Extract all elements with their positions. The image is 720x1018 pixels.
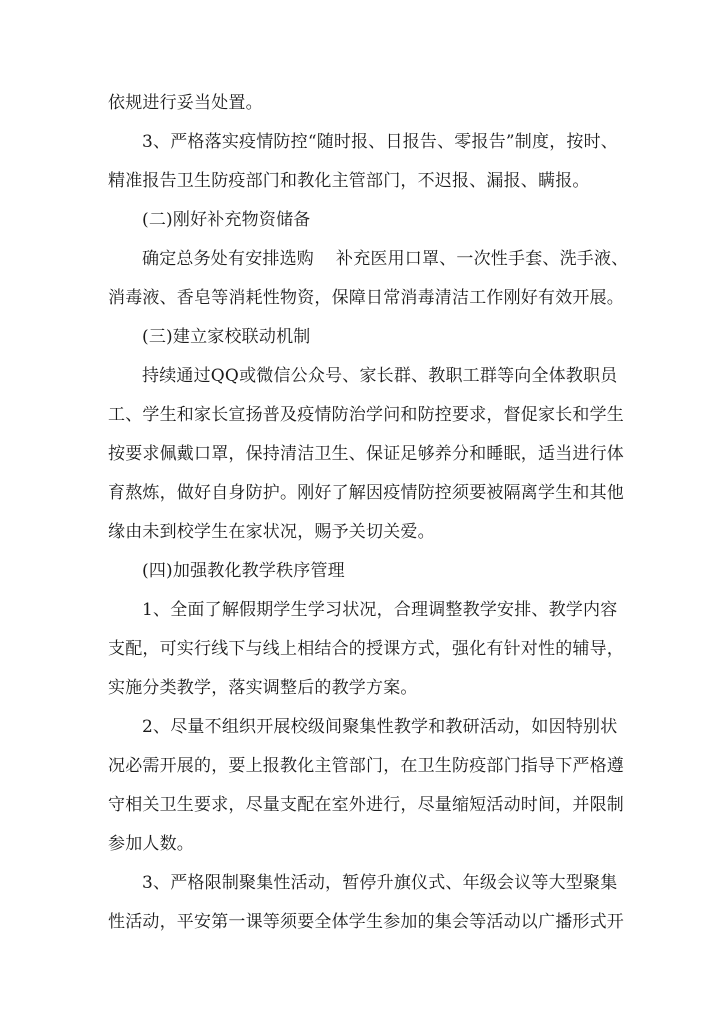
paragraph-line: 3、严格限制聚集性活动，暂停升旗仪式、年级会议等大型聚集 — [142, 873, 618, 893]
paragraph-line: 精准报告卫生防疫部门和教化主管部门，不迟报、漏报、瞒报。 — [108, 171, 590, 191]
paragraph-line: 守相关卫生要求，尽量支配在室外进行，尽量缩短活动时间，并限制 — [108, 795, 624, 815]
paragraph-line: 支配，可实行线下与线上相结合的授课方式，强化有针对性的辅导， — [108, 639, 624, 659]
paragraph-line: 缘由未到校学生在家状况，赐予关切关爱。 — [108, 522, 435, 542]
paragraph-line: 实施分类教学，落实调整后的教学方案。 — [108, 678, 418, 698]
section-heading: (四)加强教化教学秩序管理 — [142, 561, 345, 581]
paragraph-line: 按要求佩戴口罩，保持清洁卫生、保证足够养分和睡眠，适当进行体 — [108, 444, 624, 464]
paragraph-line: 依规进行妥当处置。 — [108, 93, 263, 113]
section-heading: (二)刚好补充物资储备 — [142, 210, 311, 230]
paragraph-line: 2、尽量不组织开展校级间聚集性教学和教研活动，如因特别状 — [142, 717, 618, 737]
paragraph-line: 性活动，平安第一课等须要全体学生参加的集会等活动以广播形式开 — [108, 912, 624, 932]
paragraph-line: 3、严格落实疫情防控“随时报、日报告、零报告”制度，按时、 — [142, 132, 618, 152]
paragraph-fragment: 确定总务处有安排选购 — [142, 249, 314, 269]
paragraph-fragment: 补充医用口罩、一次性手套、洗手液、 — [336, 249, 629, 269]
document-page — [108, 84, 629, 942]
paragraph-line: 况必需开展的，要上报教化主管部门，在卫生防疫部门指导下严格遵 — [108, 756, 624, 776]
paragraph-line: 1、全面了解假期学生学习状况，合理调整教学安排、教学内容 — [142, 600, 618, 620]
paragraph-line: 消毒液、香皂等消耗性物资，保障日常消毒清洁工作刚好有效开展。 — [108, 288, 624, 308]
paragraph-line — [108, 240, 629, 279]
paragraph-line: 持续通过QQ或微信公众号、家长群、教职工群等向全体教职员 — [142, 366, 618, 386]
paragraph-line: 工、学生和家长宣扬普及疫情防治学问和防控要求，督促家长和学生 — [108, 405, 624, 425]
section-heading: (三)建立家校联动机制 — [142, 327, 311, 347]
paragraph-line: 参加人数。 — [108, 834, 194, 854]
paragraph-line: 育熬炼，做好自身防护。刚好了解因疫情防控须要被隔离学生和其他 — [108, 483, 624, 503]
